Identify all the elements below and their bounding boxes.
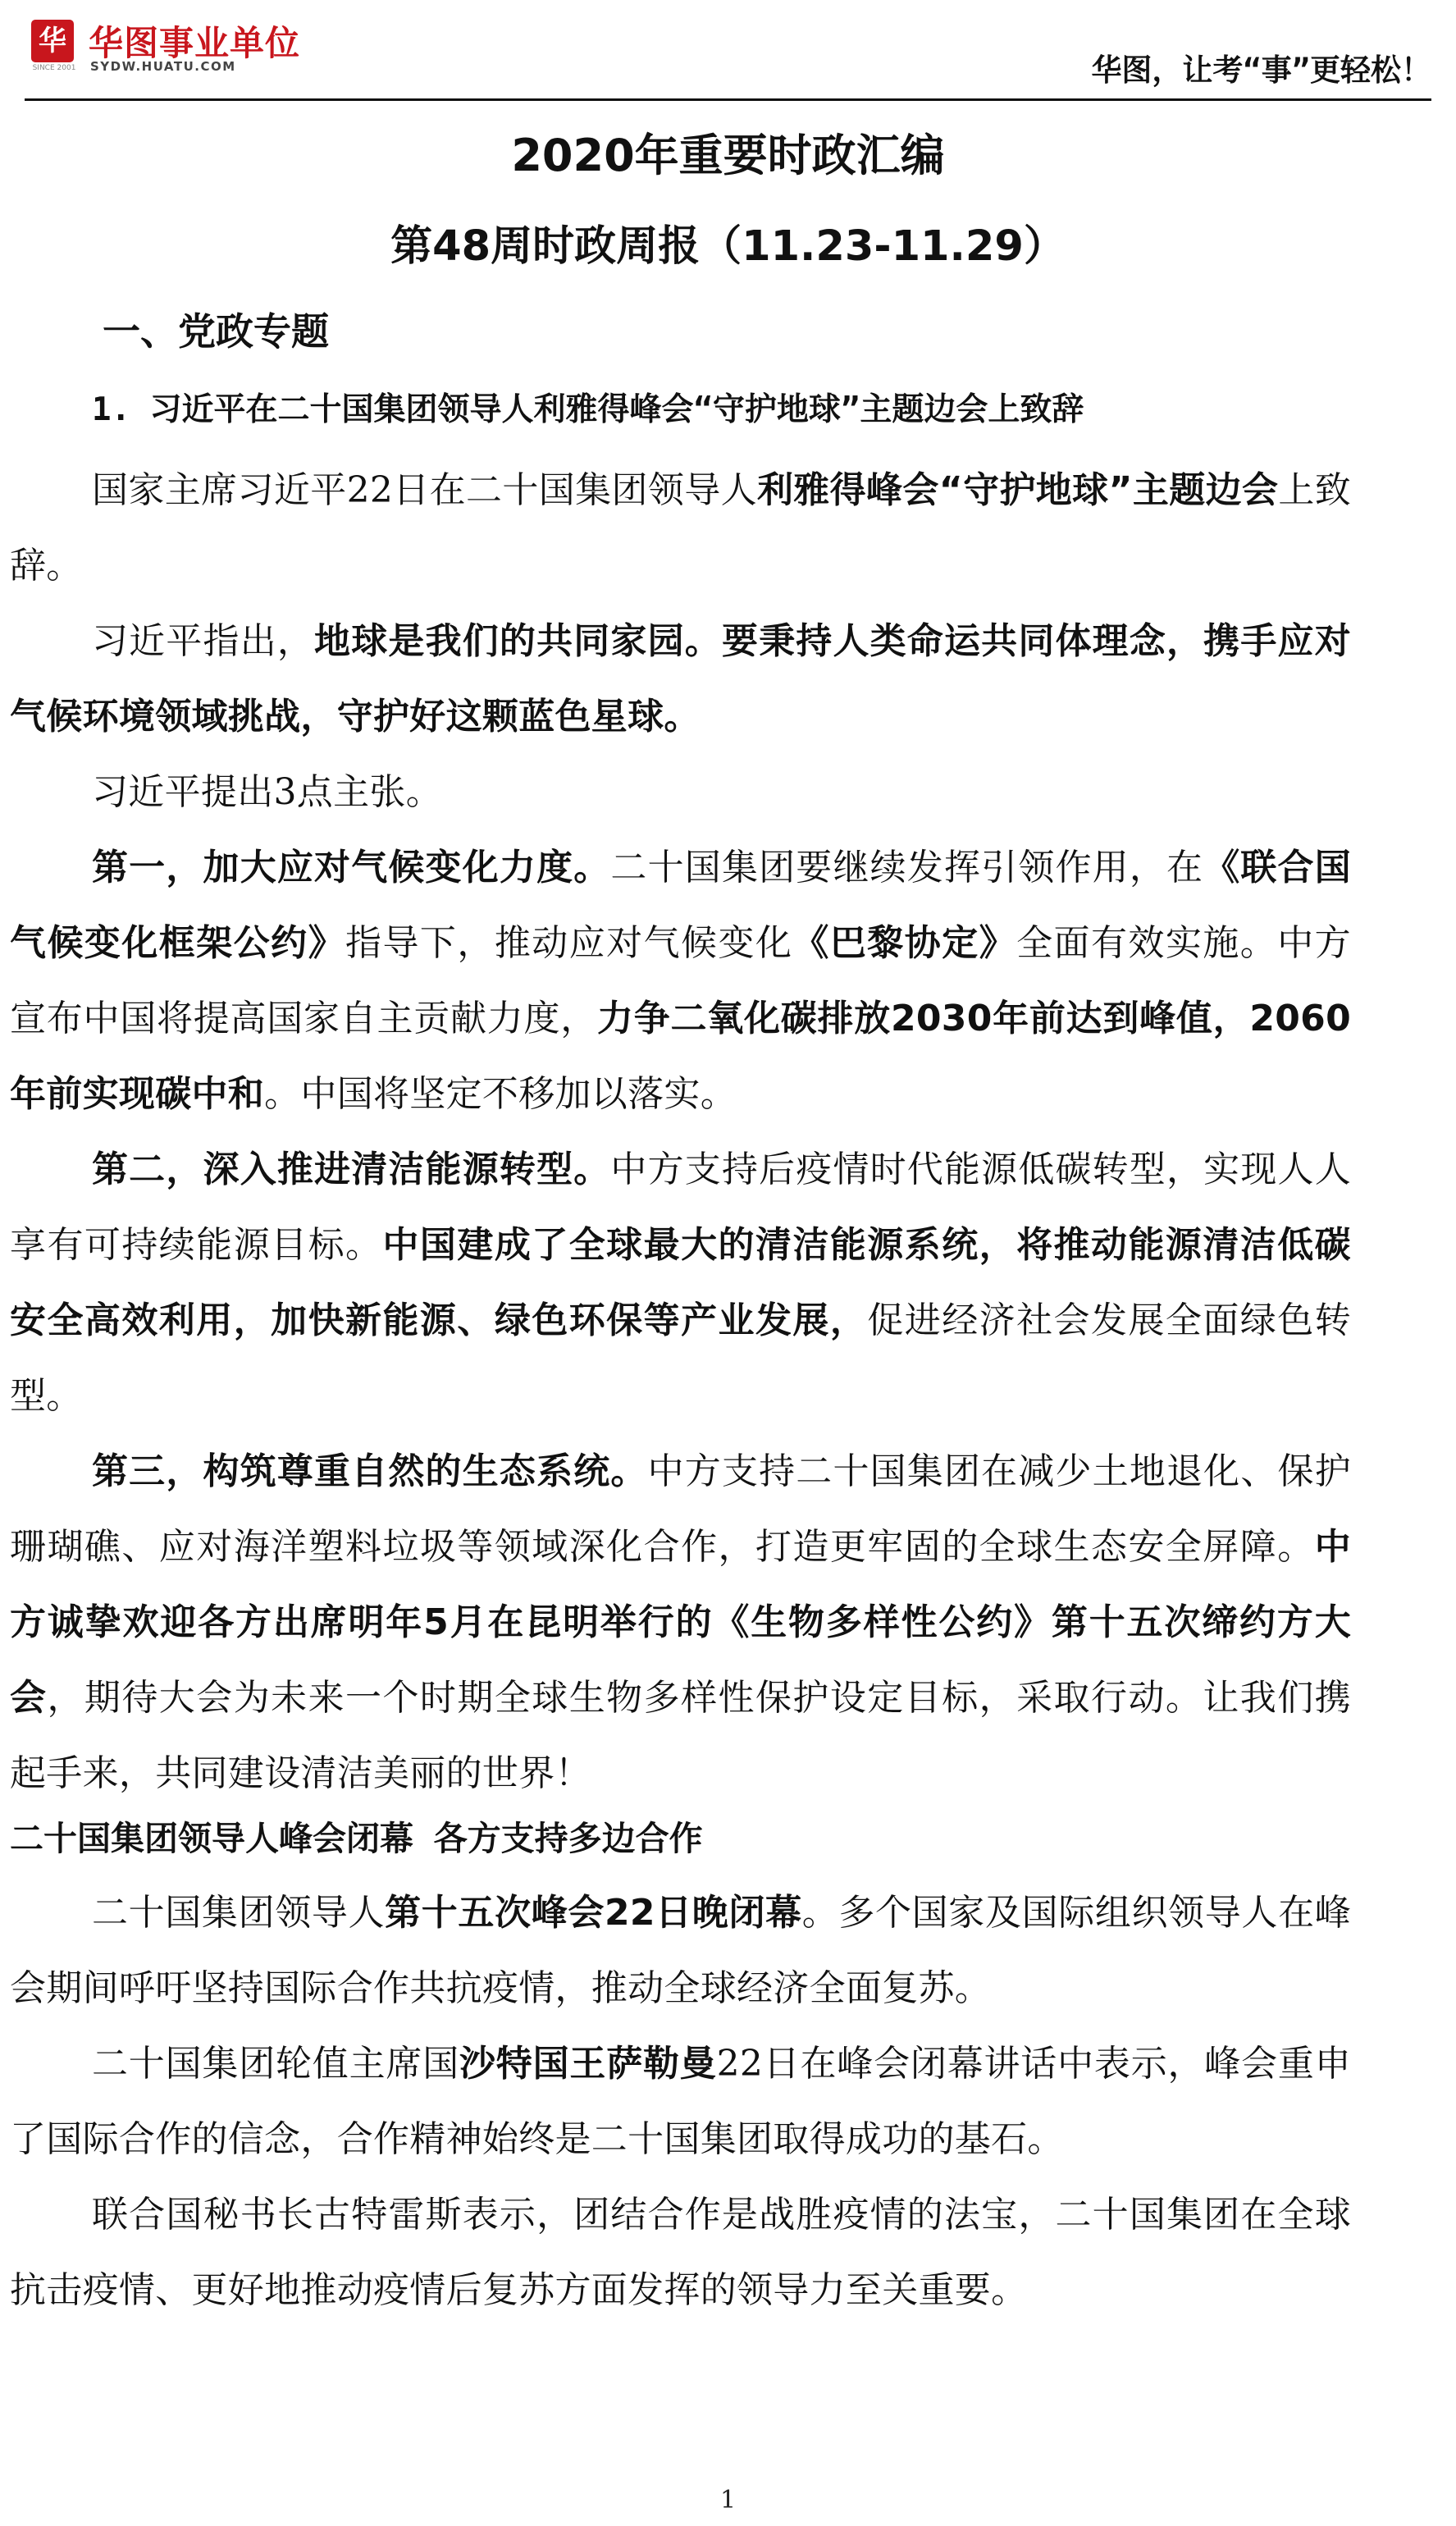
- emphasized-text: 沙特国王萨勒曼: [459, 2043, 717, 2085]
- logo-since-text: SINCE 2001: [32, 64, 76, 72]
- emphasized-text: 第十五次峰会22日晚闭幕: [385, 1892, 802, 1934]
- paragraph-text: 。中国将坚定不移加以落实。: [264, 1073, 737, 1115]
- emphasized-text: 第一，加大应对气候变化力度。: [92, 847, 611, 888]
- emphasized-text: 利雅得峰会“守护地球”主题边会: [756, 469, 1279, 511]
- news-subheading: 二十国集团领导人峰会闭幕 各方支持多边合作: [10, 1819, 703, 1858]
- emphasized-text: 中国建成了全球最大的清洁能源系统，将推动能源清洁低碳安全高效利用，加快新能源、绿色环保等产业发展，: [10, 1224, 1351, 1341]
- emphasized-text: 中方诚挚欢迎各方出席明年5月在昆明举行的《生物多样性公约》第十五次缔约方大会: [10, 1526, 1351, 1719]
- paragraph: [10, 1132, 1351, 1434]
- paragraph-text: 中方支持后疫情时代能源低碳转型，实现人人享有可持续能源目标。: [10, 1149, 1351, 1266]
- document-title: 2020年重要时政汇编: [511, 130, 945, 181]
- paragraph-text: ，期待大会为未来一个时期全球生物多样性保护设定目标，采取行动。让我们携起手来，共同建设清洁美丽的世界！: [10, 1677, 1351, 1794]
- paragraph-text: 中方支持二十国集团在减少土地退化、保护珊瑚礁、应对海洋塑料垃圾等领域深化合作，打造更牢固的全球生态安全屏障。: [10, 1450, 1351, 1568]
- header-divider: [25, 98, 1431, 101]
- paragraph: [10, 453, 1351, 604]
- emphasized-text: 第二，深入推进清洁能源转型。: [92, 1149, 611, 1190]
- document-subtitle: 第48周时政周报（11.23-11.29）: [390, 222, 1066, 271]
- page-number: 1: [719, 2486, 737, 2515]
- paragraph-text: 全面有效实施。中方宣布中国将提高国家自主贡献力度，: [10, 922, 1351, 1039]
- paragraph: [10, 755, 1351, 830]
- paragraph-text: 二十国集团要继续发挥引领作用，在: [610, 847, 1204, 888]
- paragraph: [10, 1875, 1351, 2026]
- logo-name: 华图事业单位: [89, 23, 301, 63]
- paragraph-text: 联合国秘书长古特雷斯表示，团结合作是战胜疫情的法宝，二十国集团在全球抗击疫情、更好地推动疫情后复苏方面发挥的领导力至关重要。: [10, 2194, 1351, 2311]
- paragraph: [10, 830, 1351, 1132]
- paragraph-text: 上致辞。: [10, 469, 1351, 587]
- document-body: [0, 107, 1456, 2328]
- emphasized-text: 地球是我们的共同家园。要秉持人类命运共同体理念，携手应对气候环境领域挑战，守护好这颗蓝色星球。: [10, 620, 1351, 738]
- paragraph-text: 。多个国家及国际组织领导人在峰会期间呼吁坚持国际合作共抗疫情，推动全球经济全面复苏。: [10, 1892, 1352, 2009]
- paragraph-text: 国家主席习近平22日在二十国集团领导人: [92, 469, 757, 511]
- article-title: 1. 习近平在二十国集团领导人利雅得峰会“守护地球”主题边会上致辞: [92, 391, 1084, 428]
- paragraph-text: 指导下，推动应对气候变化: [345, 922, 793, 964]
- paragraph-text: 促进经济社会发展全面绿色转型。: [10, 1300, 1351, 1417]
- page-header: [0, 0, 1456, 100]
- paragraph-text: 二十国集团领导人: [92, 1892, 386, 1934]
- logo-mark-icon: 华: [31, 20, 74, 62]
- emphasized-text: 《巴黎协定》: [792, 922, 1017, 964]
- emphasized-text: 力争二氧化碳排放2030年前达到峰值，2060年前实现碳中和: [10, 998, 1351, 1115]
- logo-url: SYDW.HUATU.COM: [90, 59, 236, 74]
- paragraph: [10, 2026, 1351, 2177]
- paragraph: [10, 604, 1351, 755]
- paragraph-text: 22日在峰会闭幕讲话中表示，峰会重申了国际合作的信念，合作精神始终是二十国集团取得成功的基石。: [10, 2043, 1351, 2160]
- paragraph-text: 习近平指出，: [92, 620, 315, 662]
- paragraph-text: 习近平提出3点主张。: [92, 771, 442, 813]
- section-heading: 一、党政专题: [103, 309, 329, 354]
- paragraph-text: 二十国集团轮值主席国: [92, 2043, 459, 2085]
- paragraph: [10, 2177, 1351, 2328]
- huatu-logo: [31, 15, 376, 72]
- paragraph: [10, 1434, 1351, 1811]
- emphasized-text: 第三，构筑尊重自然的生态系统。: [92, 1450, 648, 1492]
- header-slogan: 华图，让考“事”更轻松！: [1091, 53, 1431, 88]
- emphasized-text: 《联合国气候变化框架公约》: [10, 847, 1352, 964]
